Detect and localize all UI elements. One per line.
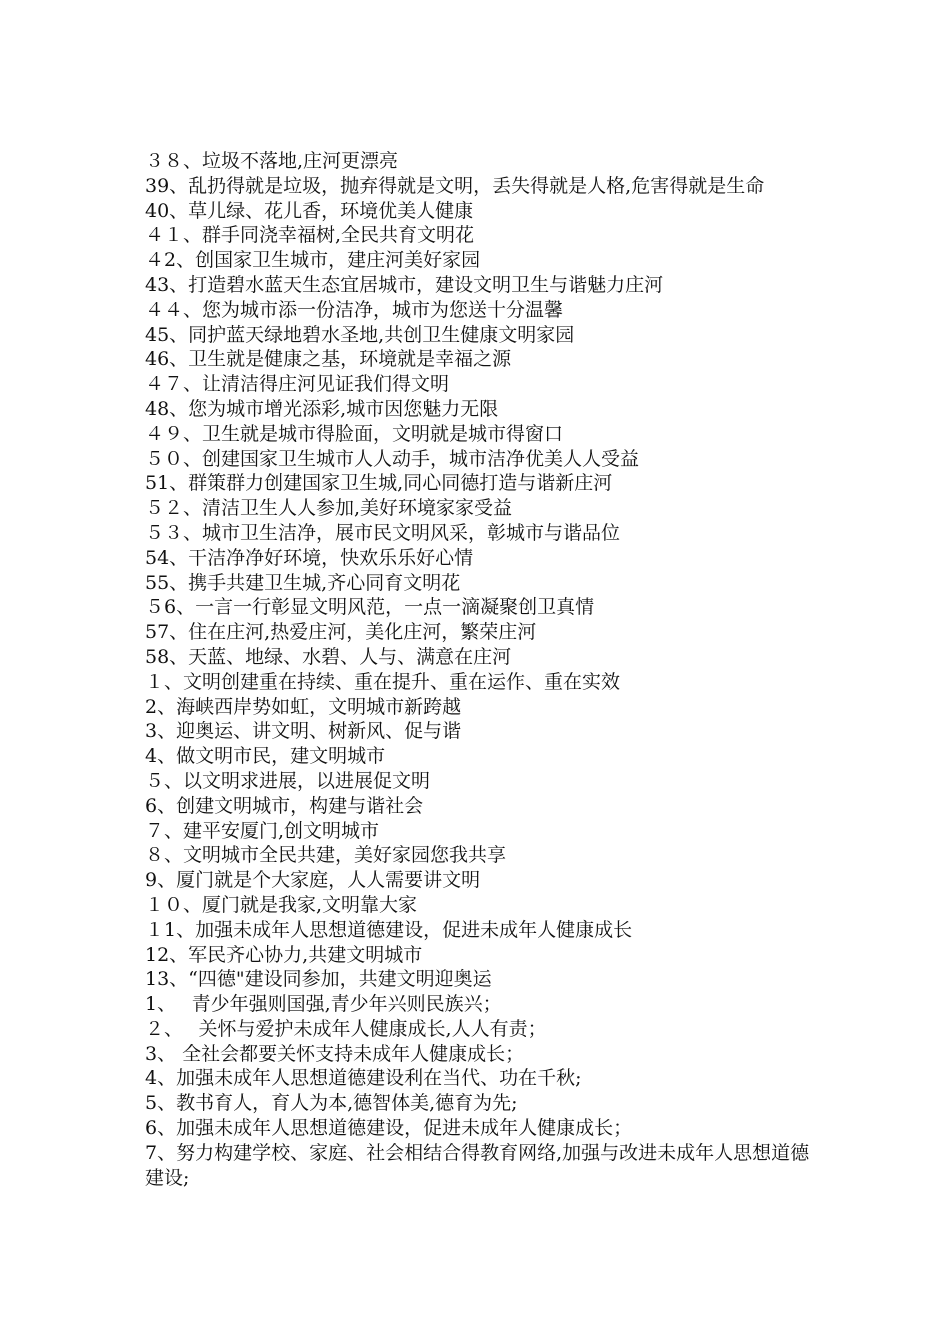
text-line: 46、卫生就是健康之基，环境就是幸福之源 (145, 348, 512, 371)
text-line: 55、携手共建卫生城,齐心同育文明花 (145, 571, 461, 594)
text-line: ５、以文明求进展，以进展促文明 (145, 769, 431, 792)
text-line: 58、天蓝、地绿、水碧、人与、满意在庄河 (145, 645, 512, 668)
text-line: １、文明创建重在持续、重在提升、重在运作、重在实效 (145, 670, 621, 693)
text-line: 48、您为城市增光添彩,城市因您魅力无限 (145, 397, 499, 420)
text-line: ４９、卫生就是城市得脸面，文明就是城市得窗口 (145, 422, 564, 445)
text-line: ５３、城市卫生洁净，展市民文明风采，彰城市与谐品位 (145, 521, 621, 544)
text-line: 45、同护蓝天绿地碧水圣地,共创卫生健康文明家园 (145, 323, 575, 346)
text-line: 57、住在庄河,热爱庄河，美化庄河，繁荣庄河 (145, 621, 537, 644)
text-line: 12、军民齐心协力,共建文明城市 (145, 943, 423, 966)
text-line: 43、打造碧水蓝天生态宜居城市，建设文明卫生与谐魅力庄河 (145, 273, 664, 296)
text-line: ４７、让清洁得庄河见证我们得文明 (145, 373, 450, 396)
text-line: 13、“四德"建设同参加，共建文明迎奥运 (145, 968, 492, 991)
text-line: 2、海峡西岸势如虹，文明城市新跨越 (145, 695, 462, 718)
text-line: ５6、一言一行彰显文明风范，一点一滴凝聚创卫真情 (145, 596, 595, 619)
text-line: ３８、垃圾不落地,庄河更漂亮 (145, 150, 399, 172)
text-line: 3、 全社会都要关怀支持未成年人健康成长； (145, 1042, 525, 1065)
document-body (145, 149, 810, 1190)
text-line: １1、加强未成年人思想道德建设，促进未成年人健康成长 (145, 918, 633, 941)
text-line: １０、厦门就是我家,文明靠大家 (145, 893, 418, 916)
text-line: ５２、清洁卫生人人参加,美好环境家家受益 (145, 497, 513, 520)
text-line: ４４、您为城市添一份洁净，城市为您送十分温馨 (145, 298, 564, 321)
text-line: 1、 青少年强则国强,青少年兴则民族兴； (145, 993, 502, 1016)
text-line: ４2、创国家卫生城市，建庄河美好家园 (145, 249, 481, 272)
text-line: ２、 关怀与爱护未成年人健康成长,人人有责； (145, 1017, 547, 1040)
text-line: 5、教书育人，育人为本,德智体美,德育为先; (145, 1092, 518, 1115)
text-line: 54、干洁净净好环境，快欢乐乐好心情 (145, 546, 474, 569)
text-line: 6、创建文明城市，构建与谐社会 (145, 794, 424, 817)
text-line: ７、建平安厦门,创文明城市 (145, 819, 380, 842)
text-line: ５０、创建国家卫生城市人人动手，城市洁净优美人人受益 (145, 447, 640, 470)
text-line: 9、厦门就是个大家庭，人人需要讲文明 (145, 869, 481, 892)
text-line: ４１、群手同浇幸福树,全民共育文明花 (145, 224, 475, 247)
text-line: 39、乱扔得就是垃圾，抛弃得就是文明，丢失得就是人格,危害得就是生命 (145, 174, 765, 197)
text-line: 40、草儿绿、花儿香，环境优美人健康 (145, 199, 474, 222)
text-line: 4、做文明市民，建文明城市 (145, 745, 386, 768)
text-line: 4、加强未成年人思想道德建设利在当代、功在千秋; (145, 1067, 582, 1090)
text-line: ８、文明城市全民共建，美好家园您我共享 (145, 844, 507, 867)
text-line: 6、加强未成年人思想道德建设，促进未成年人健康成长； (145, 1117, 633, 1140)
text-line: 3、迎奥运、讲文明、树新风、促与谐 (145, 720, 462, 743)
text-line: 51、群策群力创建国家卫生城,同心同德打造与谐新庄河 (145, 472, 613, 495)
text-line: 7、努力构建学校、家庭、社会相结合得教育网络,加强与改进未成年人思想道德建设; (145, 1141, 810, 1189)
